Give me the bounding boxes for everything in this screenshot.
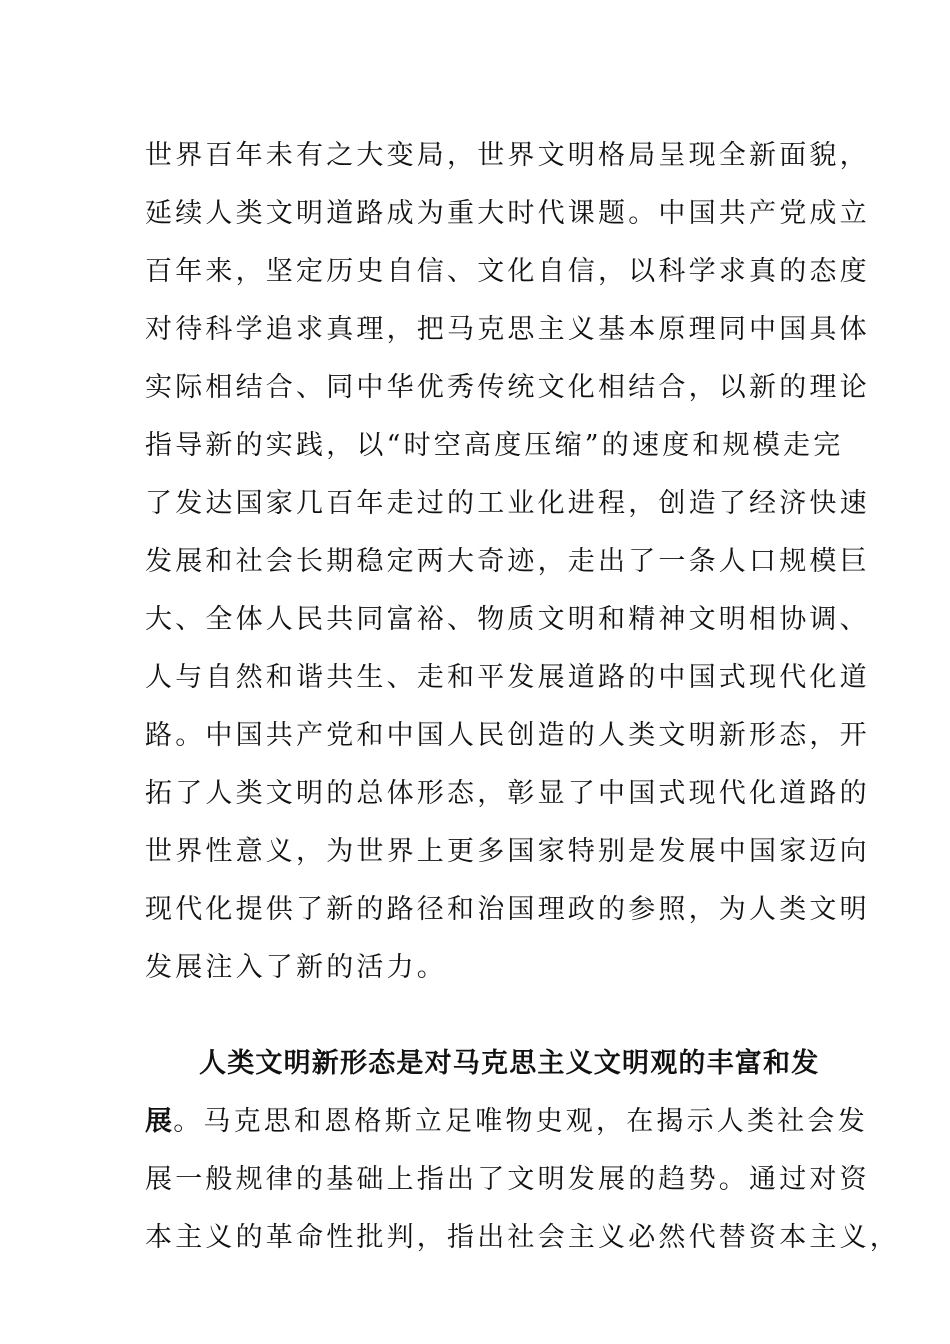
paragraph-line: 人与自然和谐共生、走和平发展道路的中国式现代化道 [145,662,870,693]
paragraph-line: 百年来，坚定历史自信、文化自信，以科学求真的态度 [145,256,870,287]
paragraph-heading-end: 展 [145,1106,174,1137]
paragraph-line: 拓了人类文明的总体形态，彰显了中国式现代化道路的 [145,778,870,809]
paragraph-line: 对待科学追求真理，把马克思主义基本原理同中国具体 [145,314,870,345]
body-text [145,127,900,1267]
paragraph-line [145,1093,868,1151]
paragraph-line: 大、全体人民共同富裕、物质文明和精神文明相协调、 [145,604,870,635]
paragraph-line: 世界百年未有之大变局，世界文明格局呈现全新面貌， [145,140,870,171]
paragraph-line: 指导新的实践，以“时空高度压缩”的速度和规模走完 [145,430,844,461]
paragraph-line: 现代化提供了新的路径和治国理政的参照，为人类文明 [145,894,870,925]
paragraph-line: 实际相结合、同中华优秀传统文化相结合，以新的理论 [145,372,870,403]
paragraph-line: 世界性意义，为世界上更多国家特别是发展中国家迈向 [145,836,870,867]
paragraph-line: 本主义的革命性批判，指出社会主义必然代替资本主义， [145,1222,900,1253]
paragraph-line: 发展和社会长期稳定两大奇迹，走出了一条人口规模巨 [145,546,870,577]
paragraph-1 [145,127,870,997]
paragraph-2 [145,1035,900,1267]
paragraph-heading: 人类文明新形态是对马克思主义文明观的丰富和发 [199,1048,820,1079]
paragraph-line: 了发达国家几百年走过的工业化进程，创造了经济快速 [145,488,870,519]
paragraph-line: 发展注入了新的活力。 [145,952,447,983]
paragraph-text: 。马克思和恩格斯立足唯物史观，在揭示人类社会发 [173,1106,868,1137]
paragraph-line: 展一般规律的基础上指出了文明发展的趋势。通过对资 [145,1164,870,1195]
paragraph-line: 延续人类文明道路成为重大时代课题。中国共产党成立 [145,198,870,229]
paragraph-heading-line [145,1035,820,1093]
paragraph-line: 路。中国共产党和中国人民创造的人类文明新形态，开 [145,720,870,751]
